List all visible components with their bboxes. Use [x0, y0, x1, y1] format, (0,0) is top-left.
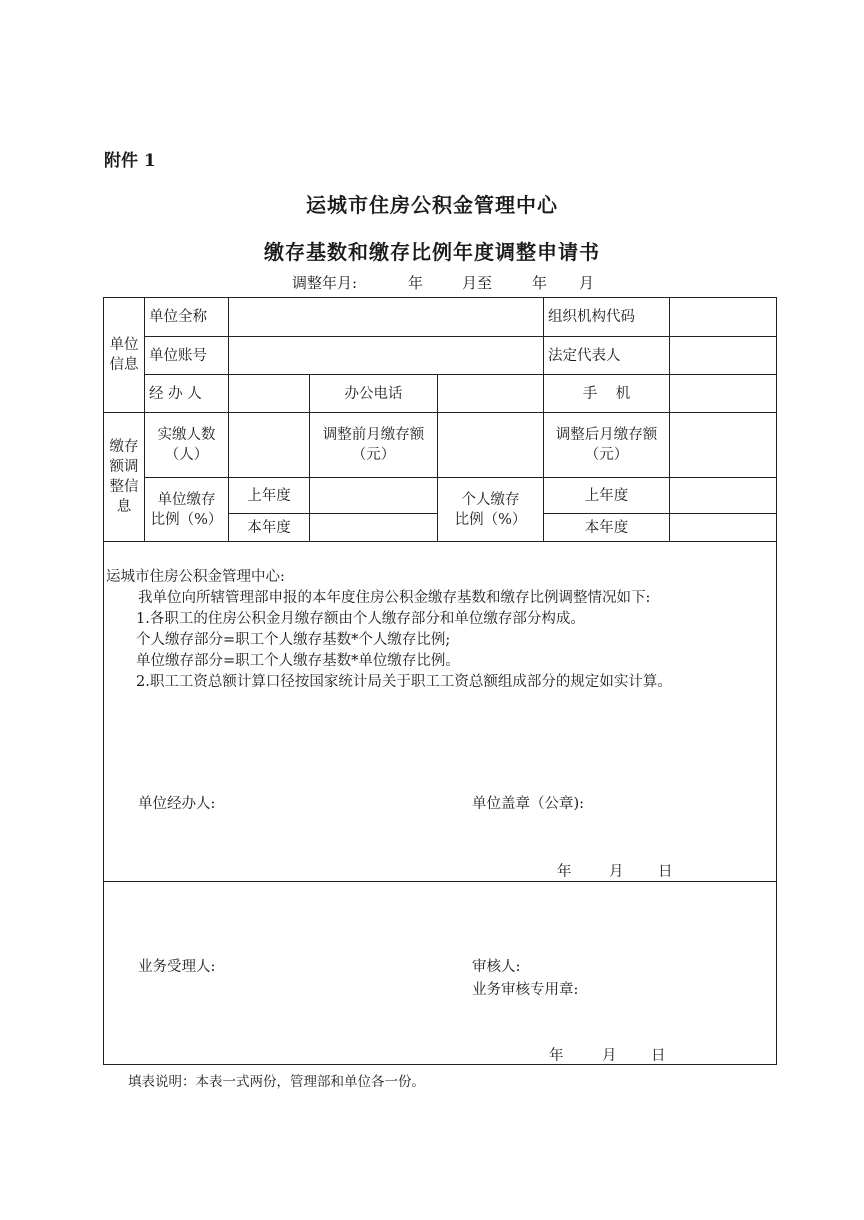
attachment-label: 附件 1: [104, 151, 156, 171]
personal-ratio-this-year-field[interactable]: [670, 514, 777, 542]
unit-ratio-this-year-field[interactable]: [310, 514, 438, 542]
declaration-intro: 我单位向所辖管理部申报的本年度住房公积金缴存基数和缴存比例调整情况如下:: [138, 590, 651, 606]
period-year1: 年: [408, 274, 424, 292]
legal-rep-label: 法定代表人: [544, 337, 670, 375]
declaration-addressee: 运城市住房公积金管理中心:: [106, 569, 285, 585]
org-code-field[interactable]: [670, 298, 777, 337]
center-date-day: 日: [651, 1048, 666, 1064]
review-seal: 业务审核专用章:: [472, 982, 579, 998]
office-phone-label: 办公电话: [310, 375, 438, 413]
period-label: 调整年月:: [292, 274, 358, 292]
title-form-name: 缴存基数和缴存比例年度调整申请书: [264, 240, 600, 264]
personal-ratio-this-year-label: 本年度: [544, 514, 670, 542]
reviewer: 审核人:: [472, 959, 521, 975]
period-month2: 月: [579, 274, 595, 292]
unit-full-name-field[interactable]: [229, 298, 544, 337]
handler-label: 经 办 人: [145, 375, 229, 413]
declaration-item1: 1.各职工的住房公积金月缴存额由个人缴存部分和单位缴存部分构成。: [136, 611, 585, 627]
center-date-month: 月: [602, 1048, 617, 1064]
unit-ratio-last-year-field[interactable]: [310, 478, 438, 514]
handler-field[interactable]: [229, 375, 310, 413]
period-year2: 年: [532, 274, 548, 292]
after-amount-field[interactable]: [670, 413, 777, 478]
unit-account-field[interactable]: [229, 337, 544, 375]
unit-ratio-this-year-label: 本年度: [229, 514, 310, 542]
unit-full-name-label: 单位全称: [145, 298, 229, 337]
unit-ratio-last-year-label: 上年度: [229, 478, 310, 514]
unit-info-section-label: 单位 信息: [104, 298, 145, 413]
unit-handler-signature: 单位经办人:: [138, 796, 216, 812]
declaration-formula2: 单位缴存部分=职工个人缴存基数*单位缴存比例。: [136, 653, 460, 669]
unit-date-day: 日: [658, 864, 673, 880]
before-amount-field[interactable]: [438, 413, 544, 478]
unit-seal: 单位盖章（公章):: [472, 796, 585, 812]
personal-ratio-last-year-field[interactable]: [670, 478, 777, 514]
unit-date-month: 月: [609, 864, 624, 880]
declaration-item2: 2.职工工资总额计算口径按国家统计局关于职工工资总额组成部分的规定如实计算。: [136, 674, 672, 690]
unit-account-label: 单位账号: [145, 337, 229, 375]
after-amount-label: 调整后月缴存额 （元）: [544, 413, 670, 478]
personal-ratio-last-year-label: 上年度: [544, 478, 670, 514]
declaration-text: [106, 567, 776, 693]
center-date-year: 年: [549, 1048, 564, 1064]
org-code-label: 组织机构代码: [544, 298, 670, 337]
business-receiver: 业务受理人:: [138, 959, 216, 975]
before-amount-label: 调整前月缴存额 （元）: [310, 413, 438, 478]
mobile-field[interactable]: [670, 375, 777, 413]
actual-persons-label: 实缴人数 （人）: [145, 413, 229, 478]
actual-persons-field[interactable]: [229, 413, 310, 478]
title-center-name: 运城市住房公积金管理中心: [306, 193, 558, 217]
filling-note: 填表说明：本表一式两份，管理部和单位各一份。: [128, 1074, 425, 1090]
adjust-info-section-label: 缴存 额调 整信 息: [104, 413, 145, 542]
office-phone-field[interactable]: [438, 375, 544, 413]
personal-ratio-label: 个人缴存 比例（%）: [438, 478, 544, 542]
unit-date-year: 年: [557, 864, 572, 880]
declaration-formula1: 个人缴存部分=职工个人缴存基数*个人缴存比例;: [136, 632, 451, 648]
legal-rep-field[interactable]: [670, 337, 777, 375]
unit-ratio-label: 单位缴存 比例（%）: [145, 478, 229, 542]
mobile-label: 手 机: [544, 375, 670, 413]
period-month1: 月至: [462, 274, 493, 292]
